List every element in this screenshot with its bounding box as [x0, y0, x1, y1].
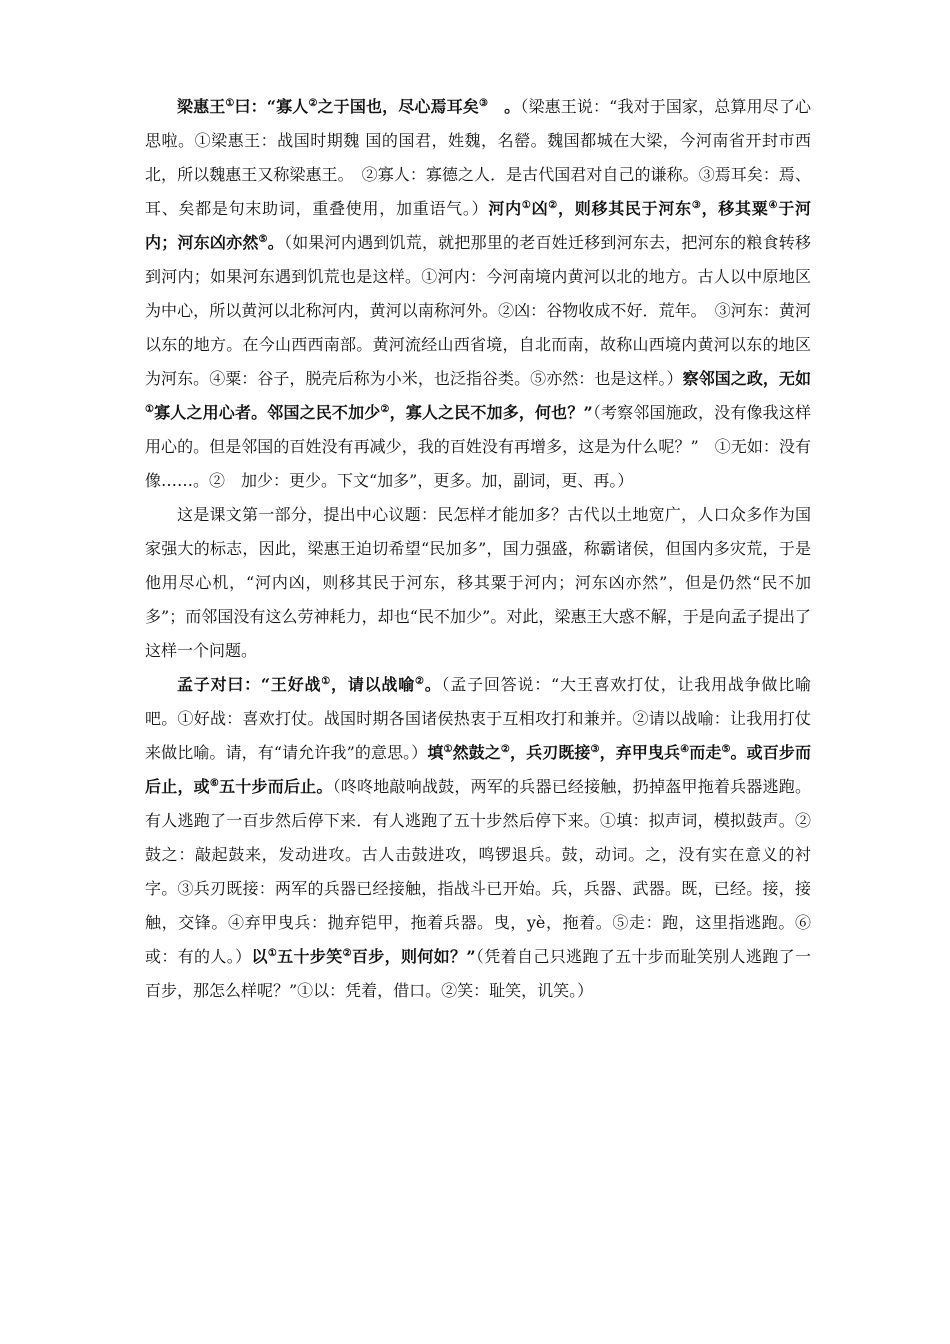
- source-text: 之于国也，尽心焉耳矣: [317, 97, 479, 116]
- source-text: 凶: [531, 199, 549, 218]
- footnote-marker: ①: [225, 98, 235, 109]
- footnote-marker: ②: [342, 948, 352, 959]
- footnote-marker: ②: [380, 404, 390, 415]
- source-text: 。: [267, 233, 284, 252]
- source-text: 。: [424, 675, 442, 694]
- source-text: 。或百步而后止，或: [145, 743, 811, 796]
- footnote-marker: ①: [267, 948, 278, 959]
- footnote-marker: ⑤: [721, 744, 731, 755]
- source-text: 填: [427, 743, 444, 762]
- document-body: [145, 90, 811, 1008]
- footnote-marker: ⑥: [209, 778, 220, 789]
- footnote-marker: ⑤: [258, 234, 268, 245]
- annotation-text: （咚咚地敲响战鼓，两军的兵器已经接触，扔掉盔甲拖着兵器逃跑。有人逃跑了一百步然后停下来．有人逃跑了五十步然后停下来。①填：拟声词，模拟鼓声。②鼓之：敲起鼓来，发动进攻。古人击鼓进攻，鸣锣退兵。鼓，动词。之，没有实在意义的衬字。③兵刃既接：两军的兵器已经接触，指战斗已开始。兵，兵器、武器。既，已经。接，接触，交锋。④弃甲曳兵：抛弃铠甲，拖着兵器。曳，yè，拖着。⑤走：跑，这里指逃跑。⑥或：有的人。）: [145, 777, 811, 966]
- source-text: ，兵刃既接: [509, 743, 591, 762]
- annotation-text: （如果河内遇到饥荒，就把那里的老百姓迁移到河东去，把河东的粮食转移到河内；如果河东遇到饥荒也是这样。①河内：今河南境内黄河以北的地方。古人以中原地区为中心，所以黄河以北称河内，黄河以南称河外。②凶：谷物收成不好．荒年。 ③河东：黄河以东的地方。在今山西西南部。黄河流经山西省境，自北而南，故称山西境内黄河以东的地区为河东。④粟：谷子，脱壳后称为小米，也泛指谷类。⑤亦然：也是这样。）: [145, 233, 811, 388]
- source-text: 寡人之用心者。邻国之民不加少: [154, 403, 381, 422]
- footnote-marker: ①: [321, 676, 332, 687]
- source-text: 。: [488, 97, 521, 116]
- source-text: ，移其粟: [701, 199, 769, 218]
- source-text: 而走: [689, 743, 722, 762]
- annotation-text: （孟子回答说：“大王喜欢打仗，让我用战争做比喻吧。①好战：喜欢打仗。战国时期各国诸侯热衷于互相攻打和兼并。②请以战喻：让我用打仗来做比喻。请，有“请允许我”的意思。）: [145, 675, 812, 762]
- footnote-marker: ③: [691, 200, 702, 211]
- source-text: 孟子对曰：“王好战: [177, 675, 322, 694]
- source-text: ，寡人之民不加多，何也？”: [389, 403, 593, 422]
- source-text: ，请以战喻: [331, 675, 415, 694]
- annotation-text: （考察邻国施政，没有像我这样用心的。但是邻国的百姓没有再减少，我的百姓没有再增多，这是为什么呢？” ①无如：没有像……。② 加少：更少。下文“加多”，更多。加，副词，更、再。）: [145, 403, 811, 490]
- footnote-marker: ②: [548, 200, 558, 211]
- source-text: ，弃甲曳兵: [599, 743, 681, 762]
- paragraph: [145, 90, 811, 498]
- footnote-marker: ①: [521, 200, 532, 211]
- annotation-text: 这是课文第一部分，提出中心议题：民怎样才能加多？古代以土地宽广，人口众多作为国家强大的标志，因此，梁惠王迫切希望“民加多”，国力强盛，称霸诸侯，但国内多灾荒，于是他用尽心机，“河内凶，则移其民于河东，移其粟于河内；河东凶亦然”，但是仍然“民不加多”；而邻国没有这么劳神耗力，却也“民不加少”。对此，梁惠王大惑不解，于是向孟子提出了这样一个问题。: [145, 505, 811, 660]
- source-text: 河内: [488, 199, 522, 218]
- annotation-text: （凭着自己只逃跑了五十步而耻笑别人逃跑了一百步，那怎么样呢？”①以：凭着，借口。②笑：耻笑，讥笑。）: [145, 947, 811, 1000]
- source-text: 于河内；河东凶亦然: [145, 199, 811, 252]
- source-text: 百步，则何如？”: [351, 947, 476, 966]
- footnote-marker: ③: [478, 98, 489, 109]
- source-text: 以: [251, 947, 268, 966]
- source-text: 曰：“寡人: [234, 97, 309, 116]
- footnote-marker: ②: [308, 98, 318, 109]
- footnote-marker: ②: [500, 744, 510, 755]
- source-text: 梁惠王: [177, 97, 226, 116]
- footnote-marker: ②: [414, 676, 425, 687]
- footnote-marker: ①: [443, 744, 453, 755]
- footnote-marker: ①: [145, 404, 155, 415]
- paragraph: [145, 668, 811, 1008]
- source-text: 五十步而后止。: [219, 777, 333, 796]
- source-text: ，则移其民于河东: [558, 199, 692, 218]
- source-text: 然鼓之: [452, 743, 501, 762]
- footnote-marker: ③: [590, 744, 600, 755]
- source-text: 察邻国之政，无如: [682, 369, 811, 388]
- annotation-text: （梁惠王说：“我对于国家，总算用尽了心思啦。①梁惠王：战国时期魏 国的国君，姓魏，名罃。魏国都城在大梁，今河南省开封市西北，所以魏惠王又称梁惠王。 ②寡人：寡德之人．是古代国君对自己的谦称。③焉耳矣：焉、耳、矣都是句末助词，重叠使用，加重语气。）: [145, 97, 811, 218]
- paragraph: [145, 498, 811, 668]
- source-text: 五十步笑: [277, 947, 343, 966]
- footnote-marker: ④: [680, 744, 690, 755]
- footnote-marker: ④: [768, 200, 779, 211]
